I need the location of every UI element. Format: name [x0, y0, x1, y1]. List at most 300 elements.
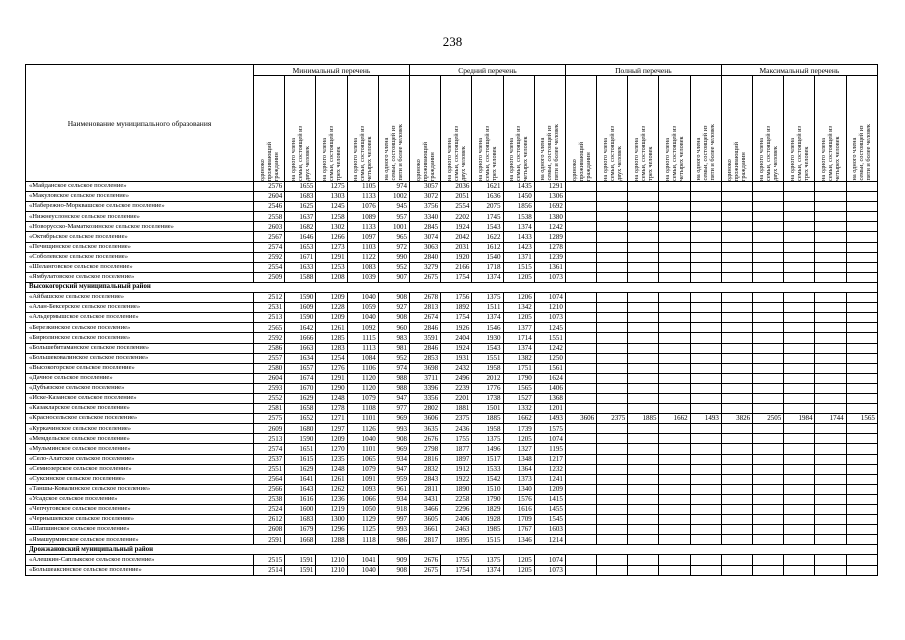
value-cell [753, 525, 784, 535]
value-cell: 2846 [409, 323, 440, 333]
value-cell: 1423 [503, 242, 534, 252]
value-cell: 952 [378, 262, 409, 272]
sub-header-label: на одного члена семьи, состоящей из четырех человек [352, 126, 374, 181]
value-cell: 2608 [254, 525, 285, 535]
value-cell: 1674 [285, 373, 316, 383]
value-cell: 1245 [534, 323, 565, 333]
value-cell: 2592 [254, 333, 285, 343]
value-cell [753, 323, 784, 333]
value-cell [597, 363, 628, 373]
value-cell: 2675 [409, 272, 440, 282]
value-cell [659, 505, 690, 515]
value-cell: 1600 [285, 505, 316, 515]
value-cell: 1576 [503, 494, 534, 504]
value-cell: 1374 [472, 272, 503, 282]
value-cell: 2375 [441, 414, 472, 424]
value-cell: 1040 [347, 293, 378, 303]
value-cell [690, 424, 721, 434]
municipality-name: «Новорусско-Маматкозинское сельское поселение» [26, 222, 254, 232]
municipality-name: «Суксинское сельское поселение» [26, 474, 254, 484]
value-cell [628, 313, 659, 323]
value-cell [846, 192, 877, 202]
value-cell: 972 [378, 242, 409, 252]
value-cell: 1591 [285, 555, 316, 565]
value-cell: 969 [378, 444, 409, 454]
value-cell: 1290 [316, 383, 347, 393]
table-row [26, 363, 878, 373]
municipality-name: «Таншы-Ковалинское сельское поселение» [26, 484, 254, 494]
value-cell [597, 393, 628, 403]
value-cell: 947 [378, 393, 409, 403]
value-cell [628, 494, 659, 504]
municipality-name: «Дачное сельское поселение» [26, 373, 254, 383]
value-cell [597, 515, 628, 525]
sub-header [597, 76, 628, 182]
value-cell: 2524 [254, 505, 285, 515]
value-cell [659, 202, 690, 212]
value-cell: 1084 [347, 353, 378, 363]
value-cell [565, 363, 596, 373]
value-cell [815, 212, 846, 222]
value-cell [846, 353, 877, 363]
value-cell: 1346 [503, 535, 534, 545]
value-cell: 2567 [254, 232, 285, 242]
value-cell: 1692 [534, 202, 565, 212]
value-cell: 1073 [534, 565, 565, 575]
value-cell: 1682 [285, 222, 316, 232]
value-cell: 1754 [441, 272, 472, 282]
value-cell [628, 464, 659, 474]
value-cell: 2531 [254, 303, 285, 313]
value-cell [721, 222, 752, 232]
value-cell [753, 212, 784, 222]
value-cell: 1565 [503, 383, 534, 393]
value-cell: 1984 [784, 414, 815, 424]
value-cell [565, 454, 596, 464]
value-cell: 2201 [441, 393, 472, 403]
value-cell: 1040 [347, 565, 378, 575]
value-cell [753, 454, 784, 464]
value-cell: 2512 [254, 293, 285, 303]
value-cell: 3431 [409, 494, 440, 504]
value-cell [628, 222, 659, 232]
value-cell: 2674 [409, 313, 440, 323]
group-header: Средний перечень [409, 65, 565, 76]
value-cell: 959 [378, 474, 409, 484]
value-cell: 1885 [472, 414, 503, 424]
value-cell [846, 262, 877, 272]
value-cell [815, 383, 846, 393]
value-cell [815, 262, 846, 272]
value-cell [628, 444, 659, 454]
value-cell [597, 444, 628, 454]
value-cell [690, 192, 721, 202]
value-cell [815, 222, 846, 232]
value-cell [659, 323, 690, 333]
sub-header [503, 76, 534, 182]
value-cell [815, 313, 846, 323]
value-cell: 1668 [285, 535, 316, 545]
value-cell: 1126 [347, 424, 378, 434]
value-cell: 1920 [441, 252, 472, 262]
value-cell [815, 535, 846, 545]
value-cell: 1118 [347, 535, 378, 545]
value-cell: 1205 [503, 313, 534, 323]
value-cell [784, 474, 815, 484]
value-cell: 1662 [659, 414, 690, 424]
sub-header-label: на одного члена семьи, состоящей из четырех человек [820, 126, 842, 181]
value-cell [597, 323, 628, 333]
value-cell: 1283 [316, 343, 347, 353]
value-cell [597, 272, 628, 282]
table-row [26, 373, 878, 383]
municipality-name: «Большековалинское сельское поселение» [26, 353, 254, 363]
value-cell [784, 535, 815, 545]
table-row [26, 383, 878, 393]
value-cell: 1958 [472, 424, 503, 434]
value-cell: 3063 [409, 242, 440, 252]
value-cell: 927 [378, 303, 409, 313]
value-cell: 1261 [316, 323, 347, 333]
value-cell: 3635 [409, 424, 440, 434]
value-cell: 1738 [472, 393, 503, 403]
value-cell [659, 434, 690, 444]
value-cell [753, 192, 784, 202]
value-cell [846, 182, 877, 192]
municipality-name: «Макуловское сельское поселение» [26, 192, 254, 202]
municipality-name: «Бирюлинское сельское поселение» [26, 333, 254, 343]
value-cell [565, 383, 596, 393]
municipality-name: «Алан-Бексерское сельское поселение» [26, 303, 254, 313]
value-cell [784, 262, 815, 272]
value-cell: 961 [378, 484, 409, 494]
value-cell: 1210 [316, 565, 347, 575]
value-cell [784, 343, 815, 353]
municipality-name: «Иске-Казанское сельское поселение» [26, 393, 254, 403]
value-cell [565, 293, 596, 303]
value-cell [628, 353, 659, 363]
value-cell: 1296 [316, 525, 347, 535]
value-cell: 1258 [316, 212, 347, 222]
value-cell: 1590 [285, 313, 316, 323]
table-row [26, 535, 878, 545]
value-cell [690, 434, 721, 444]
value-cell: 1829 [472, 505, 503, 515]
value-cell [628, 555, 659, 565]
value-cell: 1133 [347, 222, 378, 232]
value-cell: 1637 [285, 212, 316, 222]
value-cell [565, 303, 596, 313]
value-cell [846, 383, 877, 393]
value-cell: 1511 [472, 303, 503, 313]
value-cell [846, 565, 877, 575]
value-cell [721, 474, 752, 484]
value-cell [659, 343, 690, 353]
value-cell: 1209 [316, 313, 347, 323]
value-cell [659, 515, 690, 525]
value-cell: 1375 [472, 293, 503, 303]
value-cell: 1575 [534, 424, 565, 434]
value-cell [721, 262, 752, 272]
value-cell [597, 333, 628, 343]
value-cell: 1496 [472, 444, 503, 454]
value-cell [659, 363, 690, 373]
table-row [26, 212, 878, 222]
value-cell [784, 383, 815, 393]
value-cell: 1493 [534, 414, 565, 424]
value-cell [565, 515, 596, 525]
value-cell: 1591 [285, 565, 316, 575]
value-cell [753, 313, 784, 323]
value-cell [628, 303, 659, 313]
value-cell: 1565 [846, 414, 877, 424]
municipality-name: «Октябрьское сельское поселение» [26, 232, 254, 242]
value-cell: 1415 [534, 494, 565, 504]
value-cell [784, 434, 815, 444]
sub-header [690, 76, 721, 182]
value-cell: 1629 [285, 393, 316, 403]
value-cell [628, 202, 659, 212]
value-cell: 1517 [472, 454, 503, 464]
value-cell: 1662 [503, 414, 534, 424]
municipality-name: «Альдермышское сельское поселение» [26, 313, 254, 323]
value-cell [565, 192, 596, 202]
municipality-name: «Дубъязское сельское поселение» [26, 383, 254, 393]
value-cell [690, 222, 721, 232]
value-cell: 2463 [441, 525, 472, 535]
value-cell [721, 424, 752, 434]
table-row [26, 343, 878, 353]
value-cell [690, 212, 721, 222]
value-cell [846, 323, 877, 333]
value-cell: 2576 [254, 182, 285, 192]
value-cell [597, 293, 628, 303]
value-cell: 1278 [534, 242, 565, 252]
value-cell [784, 363, 815, 373]
value-cell [721, 525, 752, 535]
value-cell [628, 343, 659, 353]
sub-header [254, 76, 285, 182]
value-cell [721, 464, 752, 474]
value-cell: 1450 [503, 192, 534, 202]
value-cell: 2012 [472, 373, 503, 383]
value-cell [597, 525, 628, 535]
value-cell [784, 222, 815, 232]
value-cell [721, 363, 752, 373]
value-cell: 2574 [254, 242, 285, 252]
value-cell: 977 [378, 404, 409, 414]
value-cell [690, 252, 721, 262]
value-cell [690, 313, 721, 323]
sub-header-label: на одного члена семьи, состоящей из пяти и более человек [539, 124, 561, 181]
value-cell: 1120 [347, 383, 378, 393]
value-cell: 1633 [285, 262, 316, 272]
value-cell: 952 [378, 353, 409, 363]
value-cell: 2612 [254, 515, 285, 525]
sub-header [409, 76, 440, 182]
sub-header [721, 76, 752, 182]
value-cell: 908 [378, 565, 409, 575]
value-cell: 1931 [441, 353, 472, 363]
sub-header-label: одиноко проживающий гражданин [414, 141, 436, 181]
value-cell [565, 505, 596, 515]
value-cell: 1039 [347, 272, 378, 282]
value-cell [784, 212, 815, 222]
value-cell: 1406 [534, 383, 565, 393]
value-cell: 1510 [472, 484, 503, 494]
value-cell: 974 [378, 363, 409, 373]
value-cell: 2375 [597, 414, 628, 424]
value-cell: 908 [378, 313, 409, 323]
value-cell: 1433 [503, 232, 534, 242]
value-cell [659, 272, 690, 282]
value-cell: 2515 [254, 555, 285, 565]
value-cell [815, 323, 846, 333]
value-cell [784, 272, 815, 282]
value-cell: 1195 [534, 444, 565, 454]
value-cell: 1235 [316, 454, 347, 464]
value-cell: 1101 [347, 414, 378, 424]
table-row [26, 464, 878, 474]
table-row [26, 424, 878, 434]
value-cell [628, 293, 659, 303]
sub-header [378, 76, 409, 182]
value-cell [721, 272, 752, 282]
value-cell [628, 182, 659, 192]
value-cell: 1074 [534, 293, 565, 303]
sub-header [472, 76, 503, 182]
value-cell [597, 383, 628, 393]
value-cell: 1767 [503, 525, 534, 535]
value-cell [659, 182, 690, 192]
value-cell: 1103 [347, 242, 378, 252]
value-cell [753, 535, 784, 545]
value-cell: 1291 [316, 252, 347, 262]
value-cell [597, 192, 628, 202]
value-cell: 1097 [347, 232, 378, 242]
value-cell [721, 535, 752, 545]
district-name: Высокогорский муниципальный район [26, 282, 878, 292]
value-cell [753, 293, 784, 303]
value-cell: 1543 [472, 343, 503, 353]
value-cell: 2546 [254, 202, 285, 212]
value-cell [565, 272, 596, 282]
sub-header-label: на одного члена семьи, состоящей из двух человек [601, 126, 623, 181]
table-row [26, 182, 878, 192]
table-row [26, 515, 878, 525]
value-cell: 1924 [441, 343, 472, 353]
value-cell [690, 262, 721, 272]
value-cell: 1616 [503, 505, 534, 515]
value-cell: 2592 [254, 252, 285, 262]
value-cell [659, 565, 690, 575]
district-name: Дрожжановский муниципальный район [26, 545, 878, 555]
value-cell: 1040 [347, 434, 378, 444]
page-number: 238 [442, 34, 463, 49]
value-cell [659, 525, 690, 535]
municipality-name: «Шапшинское сельское поселение» [26, 525, 254, 535]
value-cell: 1924 [441, 222, 472, 232]
value-cell: 1680 [285, 424, 316, 434]
value-cell: 934 [378, 454, 409, 464]
value-cell [815, 424, 846, 434]
value-cell [628, 272, 659, 282]
value-cell: 1106 [347, 363, 378, 373]
value-cell [565, 424, 596, 434]
municipality-name: «Айбашское сельское поселение» [26, 293, 254, 303]
value-cell: 2557 [254, 353, 285, 363]
value-cell [690, 333, 721, 343]
value-cell [721, 434, 752, 444]
sub-header-label: одиноко проживающий гражданин [258, 141, 280, 181]
value-cell: 1670 [285, 383, 316, 393]
value-cell [721, 242, 752, 252]
value-cell [815, 202, 846, 212]
district-row [26, 282, 878, 292]
value-cell: 1922 [441, 474, 472, 484]
value-cell: 2551 [254, 464, 285, 474]
value-cell [565, 313, 596, 323]
municipality-name: «Шеланговское сельское поселение» [26, 262, 254, 272]
value-cell [753, 434, 784, 444]
value-cell: 1561 [534, 363, 565, 373]
value-cell: 1248 [316, 464, 347, 474]
value-cell [659, 353, 690, 363]
value-cell: 1755 [441, 434, 472, 444]
value-cell: 1493 [690, 414, 721, 424]
value-cell: 1101 [347, 444, 378, 454]
value-cell [690, 525, 721, 535]
value-cell [784, 444, 815, 454]
value-cell: 3711 [409, 373, 440, 383]
value-cell [846, 515, 877, 525]
value-cell [815, 303, 846, 313]
municipality-name: «Ямбулатовское сельское поселение» [26, 272, 254, 282]
value-cell [628, 535, 659, 545]
value-cell: 983 [378, 333, 409, 343]
value-cell [565, 252, 596, 262]
value-cell [659, 192, 690, 202]
value-cell [815, 363, 846, 373]
value-cell: 1609 [285, 303, 316, 313]
value-cell: 909 [378, 555, 409, 565]
value-cell: 1303 [316, 192, 347, 202]
value-cell [597, 535, 628, 545]
value-cell: 965 [378, 232, 409, 242]
value-cell [784, 323, 815, 333]
value-cell: 1683 [285, 192, 316, 202]
value-cell: 1380 [534, 212, 565, 222]
value-cell: 2580 [254, 363, 285, 373]
value-cell: 1374 [472, 313, 503, 323]
value-cell: 1205 [503, 565, 534, 575]
value-cell [690, 494, 721, 504]
value-cell: 2802 [409, 404, 440, 414]
value-cell: 2432 [441, 363, 472, 373]
value-cell [721, 484, 752, 494]
sub-header [784, 76, 815, 182]
value-cell: 1361 [534, 262, 565, 272]
value-cell: 1603 [534, 525, 565, 535]
value-cell [846, 505, 877, 515]
value-cell [721, 555, 752, 565]
value-cell [659, 535, 690, 545]
value-cell [565, 343, 596, 353]
value-cell [597, 484, 628, 494]
value-cell: 2166 [441, 262, 472, 272]
value-cell [628, 434, 659, 444]
value-cell [597, 182, 628, 192]
